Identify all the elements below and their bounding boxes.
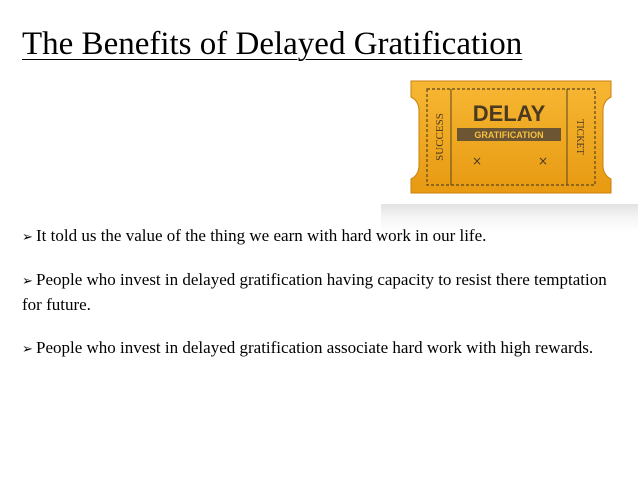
ticket-left-text: SUCCESS <box>434 113 446 161</box>
ticket-mark-left: × <box>471 154 483 168</box>
bullet-item <box>22 224 622 249</box>
bullet-text: People who invest in delayed gratification having capacity to resist there temptation for future. <box>22 270 607 314</box>
arrow-bullet-icon: ➢ <box>22 273 33 288</box>
slide-title: The Benefits of Delayed Gratification <box>22 26 523 62</box>
ticket-mark-right: × <box>537 154 549 168</box>
delay-gratification-ticket-image <box>381 73 638 206</box>
ticket-sub-text: GRATIFICATION <box>474 130 544 140</box>
bullet-item <box>22 336 622 361</box>
arrow-bullet-icon: ➢ <box>22 341 33 356</box>
ticket-main-text: DELAY <box>472 101 546 126</box>
bullet-item <box>22 268 622 317</box>
arrow-bullet-icon: ➢ <box>22 229 33 244</box>
bullet-text: People who invest in delayed gratification associate hard work with high rewards. <box>36 338 594 357</box>
bullet-list <box>22 224 622 380</box>
ticket-right-text: TICKET <box>574 119 585 155</box>
bullet-text: It told us the value of the thing we earn with hard work in our life. <box>36 226 487 245</box>
